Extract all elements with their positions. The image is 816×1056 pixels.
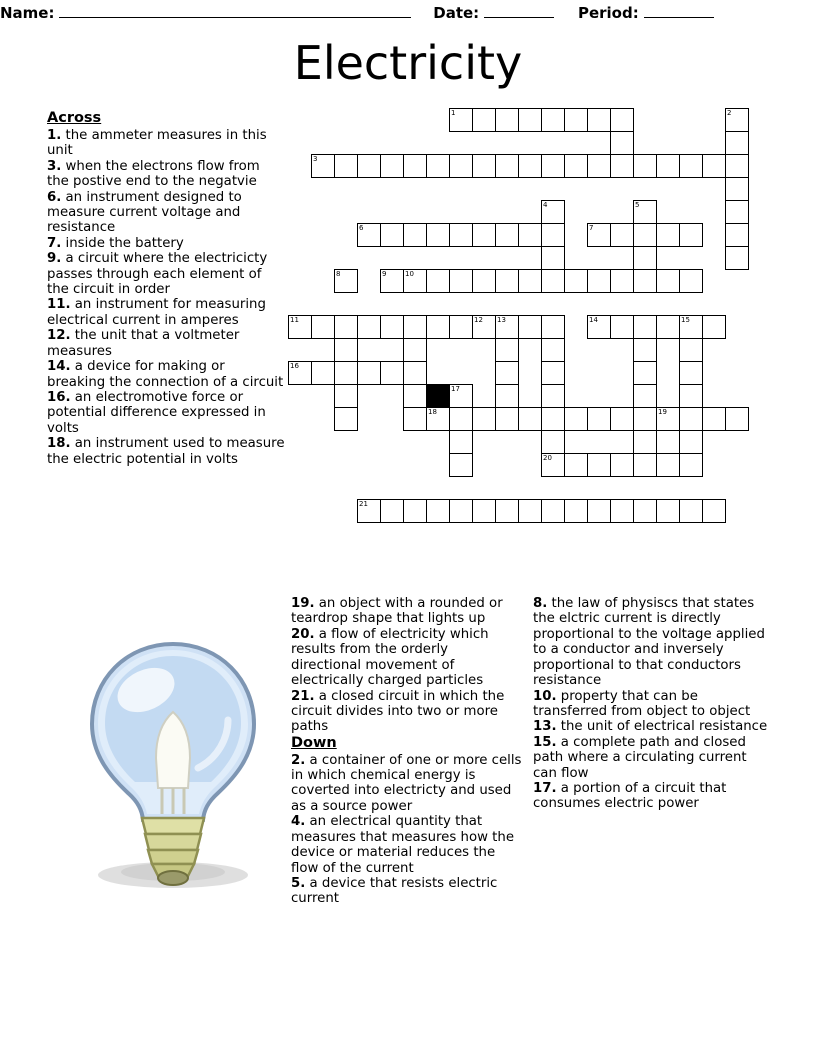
grid-cell[interactable] bbox=[679, 223, 703, 247]
grid-cell[interactable] bbox=[449, 269, 473, 293]
grid-cell[interactable] bbox=[679, 361, 703, 385]
grid-cell[interactable] bbox=[702, 154, 726, 178]
clue-number: 14. bbox=[47, 359, 71, 375]
grid-cell[interactable] bbox=[633, 338, 657, 362]
grid-cell[interactable] bbox=[679, 338, 703, 362]
grid-cell[interactable] bbox=[564, 407, 588, 431]
name-label: Name: bbox=[0, 4, 55, 22]
grid-cell-number: 5 bbox=[635, 201, 640, 209]
grid-cell[interactable] bbox=[426, 499, 450, 523]
grid-cell[interactable] bbox=[541, 453, 565, 477]
grid-cell[interactable] bbox=[541, 430, 565, 454]
grid-cell[interactable] bbox=[449, 108, 473, 132]
clue-number: 3. bbox=[47, 158, 62, 174]
grid-cell[interactable] bbox=[702, 499, 726, 523]
across-clue-12: 12. the unit that a voltmeter measures bbox=[47, 328, 240, 359]
grid-cell[interactable] bbox=[541, 361, 565, 385]
grid-cell[interactable] bbox=[449, 154, 473, 178]
grid-cell[interactable] bbox=[288, 315, 312, 339]
grid-cell-number: 10 bbox=[405, 270, 414, 278]
across-clue-21: 21. a closed circuit in which the circuit divides into two or more paths bbox=[291, 688, 505, 735]
grid-cell[interactable] bbox=[656, 499, 680, 523]
down-clue-8: 8. the law of physiscs that states the elctric current is directly proportional to the voltage applied to a conductor and inversely proportional to that conductors resistance bbox=[533, 596, 765, 689]
grid-cell[interactable] bbox=[495, 154, 519, 178]
grid-cell[interactable] bbox=[472, 223, 496, 247]
grid-cell[interactable] bbox=[633, 499, 657, 523]
clue-number: 10. bbox=[533, 688, 557, 704]
clue-number: 16. bbox=[47, 389, 71, 405]
grid-cell[interactable] bbox=[656, 453, 680, 477]
grid-cell[interactable] bbox=[426, 223, 450, 247]
grid-cell[interactable] bbox=[495, 499, 519, 523]
name-write-line bbox=[59, 17, 411, 18]
grid-cell[interactable] bbox=[541, 269, 565, 293]
grid-cell[interactable] bbox=[403, 338, 427, 362]
grid-cell[interactable] bbox=[702, 315, 726, 339]
grid-cell[interactable] bbox=[334, 338, 358, 362]
grid-cell[interactable] bbox=[357, 315, 381, 339]
down-clue-2: 2. a container of one or more cells in which chemical energy is coverted into electricty and used as a source power bbox=[291, 752, 522, 814]
grid-cell[interactable] bbox=[334, 315, 358, 339]
grid-cell[interactable] bbox=[495, 223, 519, 247]
grid-cell[interactable] bbox=[679, 430, 703, 454]
grid-cell[interactable] bbox=[495, 269, 519, 293]
name-field bbox=[0, 4, 411, 22]
grid-cell[interactable] bbox=[725, 108, 749, 132]
grid-cell[interactable] bbox=[334, 384, 358, 408]
grid-cell-number: 3 bbox=[313, 155, 318, 163]
grid-cell[interactable] bbox=[518, 315, 542, 339]
clue-number: 21. bbox=[291, 688, 315, 704]
clue-number: 6. bbox=[47, 189, 62, 205]
grid-cell-number: 8 bbox=[336, 270, 341, 278]
clue-number: 19. bbox=[291, 596, 315, 611]
grid-cell-number: 14 bbox=[589, 316, 598, 324]
clue-number: 18. bbox=[47, 436, 71, 452]
grid-cell[interactable] bbox=[495, 315, 519, 339]
across-clue-1: 1. the ammeter measures in this unit bbox=[47, 127, 267, 159]
down-clue-list-part1 bbox=[291, 753, 522, 907]
grid-cell bbox=[426, 384, 450, 408]
grid-cell[interactable] bbox=[495, 361, 519, 385]
clue-number: 13. bbox=[533, 719, 557, 735]
grid-cell[interactable] bbox=[449, 223, 473, 247]
grid-cell[interactable] bbox=[426, 269, 450, 293]
across-heading: Across bbox=[47, 110, 102, 126]
clue-number: 12. bbox=[47, 328, 71, 344]
grid-cell[interactable] bbox=[449, 453, 473, 477]
grid-cell[interactable] bbox=[679, 453, 703, 477]
grid-cell-number: 20 bbox=[543, 454, 552, 462]
light-bulb-illustration bbox=[78, 638, 268, 896]
grid-cell[interactable] bbox=[541, 108, 565, 132]
grid-cell[interactable] bbox=[380, 223, 404, 247]
clue-number: 4. bbox=[291, 814, 306, 830]
across-clue-16: 16. an electromotive force or potential difference expressed in volts bbox=[47, 389, 266, 436]
grid-cell[interactable] bbox=[472, 315, 496, 339]
grid-cell[interactable] bbox=[656, 223, 680, 247]
period-field bbox=[578, 4, 714, 22]
grid-cell[interactable] bbox=[311, 315, 335, 339]
grid-cell-number: 19 bbox=[658, 408, 667, 416]
grid-cell[interactable] bbox=[472, 407, 496, 431]
grid-cell[interactable] bbox=[610, 315, 634, 339]
clue-number: 17. bbox=[533, 781, 557, 797]
grid-cell[interactable] bbox=[633, 453, 657, 477]
clue-number: 2. bbox=[291, 752, 306, 768]
grid-cell[interactable] bbox=[426, 315, 450, 339]
grid-cell-number: 21 bbox=[359, 500, 368, 508]
grid-cell[interactable] bbox=[725, 200, 749, 224]
grid-cell[interactable] bbox=[472, 154, 496, 178]
grid-cell-number: 12 bbox=[474, 316, 483, 324]
grid-cell[interactable] bbox=[656, 315, 680, 339]
date-write-line bbox=[484, 17, 554, 18]
grid-cell[interactable] bbox=[472, 499, 496, 523]
grid-cell[interactable] bbox=[633, 154, 657, 178]
grid-cell[interactable] bbox=[633, 269, 657, 293]
grid-cell[interactable] bbox=[679, 384, 703, 408]
grid-cell[interactable] bbox=[633, 223, 657, 247]
grid-cell[interactable] bbox=[288, 361, 312, 385]
grid-cell[interactable] bbox=[725, 407, 749, 431]
clue-number: 15. bbox=[533, 734, 557, 750]
grid-cell[interactable] bbox=[633, 361, 657, 385]
grid-cell[interactable] bbox=[679, 269, 703, 293]
grid-cell[interactable] bbox=[403, 499, 427, 523]
across-clue-list-part2 bbox=[291, 596, 522, 735]
grid-cell[interactable] bbox=[380, 269, 404, 293]
grid-cell[interactable] bbox=[403, 269, 427, 293]
grid-cell[interactable] bbox=[610, 154, 634, 178]
grid-cell[interactable] bbox=[518, 154, 542, 178]
grid-cell[interactable] bbox=[495, 108, 519, 132]
grid-cell[interactable] bbox=[472, 108, 496, 132]
grid-cell[interactable] bbox=[610, 131, 634, 155]
grid-cell[interactable] bbox=[656, 269, 680, 293]
clue-number: 9. bbox=[47, 251, 62, 267]
grid-cell[interactable] bbox=[541, 200, 565, 224]
across-clues-column bbox=[47, 110, 285, 467]
grid-cell[interactable] bbox=[610, 108, 634, 132]
grid-cell[interactable] bbox=[541, 338, 565, 362]
grid-cell[interactable] bbox=[587, 315, 611, 339]
grid-cell[interactable] bbox=[449, 430, 473, 454]
period-write-line bbox=[644, 17, 714, 18]
clue-number: 8. bbox=[533, 596, 548, 611]
date-field bbox=[433, 4, 554, 22]
grid-cell[interactable] bbox=[380, 154, 404, 178]
grid-cell-number: 16 bbox=[290, 362, 299, 370]
grid-cell[interactable] bbox=[587, 154, 611, 178]
grid-cell[interactable] bbox=[403, 407, 427, 431]
grid-cell[interactable] bbox=[357, 499, 381, 523]
across-clue-3: 3. when the electrons flow from the postive end to the negatvie bbox=[47, 158, 260, 190]
grid-cell[interactable] bbox=[633, 407, 657, 431]
grid-cell[interactable] bbox=[725, 131, 749, 155]
grid-cell[interactable] bbox=[656, 154, 680, 178]
grid-cell[interactable] bbox=[449, 407, 473, 431]
grid-cell[interactable] bbox=[610, 407, 634, 431]
grid-cell[interactable] bbox=[495, 407, 519, 431]
grid-cell[interactable] bbox=[587, 108, 611, 132]
grid-cell[interactable] bbox=[403, 223, 427, 247]
grid-cell[interactable] bbox=[334, 269, 358, 293]
grid-cell[interactable] bbox=[610, 269, 634, 293]
grid-cell[interactable] bbox=[610, 223, 634, 247]
grid-cell[interactable] bbox=[633, 200, 657, 224]
grid-cell[interactable] bbox=[725, 177, 749, 201]
grid-cell[interactable] bbox=[518, 407, 542, 431]
grid-cell-number: 15 bbox=[681, 316, 690, 324]
grid-cell[interactable] bbox=[518, 108, 542, 132]
grid-cell-number: 11 bbox=[290, 316, 299, 324]
grid-cell[interactable] bbox=[587, 269, 611, 293]
across-clue-7: 7. inside the battery bbox=[47, 235, 184, 251]
grid-cell-number: 6 bbox=[359, 224, 364, 232]
grid-cell[interactable] bbox=[633, 384, 657, 408]
across-clue-18: 18. an instrument used to measure the electric potential in volts bbox=[47, 436, 285, 467]
grid-cell[interactable] bbox=[426, 154, 450, 178]
grid-cell[interactable] bbox=[679, 315, 703, 339]
grid-cell-number: 1 bbox=[451, 109, 456, 117]
grid-cell[interactable] bbox=[357, 223, 381, 247]
grid-cell[interactable] bbox=[633, 315, 657, 339]
grid-cell[interactable] bbox=[403, 384, 427, 408]
grid-cell[interactable] bbox=[403, 315, 427, 339]
grid-cell-number: 18 bbox=[428, 408, 437, 416]
clue-number: 7. bbox=[47, 235, 62, 251]
grid-cell[interactable] bbox=[403, 154, 427, 178]
grid-cell[interactable] bbox=[334, 407, 358, 431]
clue-number: 5. bbox=[291, 875, 306, 891]
grid-cell[interactable] bbox=[449, 384, 473, 408]
grid-cell[interactable] bbox=[564, 269, 588, 293]
clue-number: 20. bbox=[291, 626, 315, 642]
grid-cell[interactable] bbox=[426, 407, 450, 431]
grid-cell[interactable] bbox=[587, 453, 611, 477]
period-label: Period: bbox=[577, 4, 639, 22]
grid-cell[interactable] bbox=[518, 499, 542, 523]
grid-cell[interactable] bbox=[472, 269, 496, 293]
grid-cell[interactable] bbox=[334, 154, 358, 178]
across-clue-list-part1 bbox=[47, 128, 285, 467]
grid-cell[interactable] bbox=[380, 361, 404, 385]
down-clue-4: 4. an electrical quantity that measures that measures how the device or material reduces the flow of the current bbox=[291, 814, 515, 876]
clues-column-middle bbox=[291, 596, 522, 907]
grid-cell[interactable] bbox=[564, 453, 588, 477]
grid-cell[interactable] bbox=[702, 407, 726, 431]
grid-cell[interactable] bbox=[518, 269, 542, 293]
grid-cell[interactable] bbox=[679, 499, 703, 523]
across-clue-9: 9. a circuit where the electricicty passes through each element of the circuit in order bbox=[47, 251, 268, 298]
down-clue-13: 13. the unit of electrical resistance bbox=[533, 719, 768, 735]
grid-cell[interactable] bbox=[541, 246, 565, 270]
grid-cell[interactable] bbox=[679, 407, 703, 431]
across-clue-19: 19. an object with a rounded or teardrop shape that lights up bbox=[291, 596, 503, 627]
grid-cell[interactable] bbox=[656, 407, 680, 431]
grid-cell[interactable] bbox=[541, 407, 565, 431]
grid-cell[interactable] bbox=[610, 499, 634, 523]
down-clue-17: 17. a portion of a circuit that consumes electric power bbox=[533, 781, 727, 812]
grid-cell[interactable] bbox=[587, 223, 611, 247]
clue-number: 1. bbox=[47, 127, 62, 143]
grid-cell[interactable] bbox=[587, 407, 611, 431]
grid-cell[interactable] bbox=[541, 223, 565, 247]
across-clue-14: 14. a device for making or breaking the connection of a circuit bbox=[47, 359, 284, 390]
down-clue-10: 10. property that can be transferred from object to object bbox=[533, 688, 751, 719]
down-clue-15: 15. a complete path and closed path where a circulating current can flow bbox=[533, 734, 747, 781]
across-clue-11: 11. an instrument for measuring electrical current in amperes bbox=[47, 297, 266, 328]
grid-cell[interactable] bbox=[449, 499, 473, 523]
down-clue-list-part2 bbox=[533, 596, 770, 812]
grid-cell[interactable] bbox=[633, 246, 657, 270]
grid-cell[interactable] bbox=[564, 108, 588, 132]
grid-cell[interactable] bbox=[541, 154, 565, 178]
grid-cell[interactable] bbox=[725, 246, 749, 270]
grid-cell-number: 13 bbox=[497, 316, 506, 324]
grid-cell-number: 7 bbox=[589, 224, 594, 232]
grid-cell[interactable] bbox=[541, 499, 565, 523]
grid-cell[interactable] bbox=[518, 223, 542, 247]
down-heading: Down bbox=[291, 734, 337, 751]
grid-cell[interactable] bbox=[357, 154, 381, 178]
page-title: Electricity bbox=[293, 36, 523, 90]
grid-cell[interactable] bbox=[564, 154, 588, 178]
grid-cell-number: 2 bbox=[727, 109, 732, 117]
grid-cell-number: 17 bbox=[451, 385, 460, 393]
grid-cell[interactable] bbox=[495, 384, 519, 408]
grid-cell[interactable] bbox=[380, 499, 404, 523]
grid-cell[interactable] bbox=[449, 315, 473, 339]
grid-cell[interactable] bbox=[311, 361, 335, 385]
clues-column-right bbox=[533, 596, 770, 812]
grid-cell[interactable] bbox=[633, 430, 657, 454]
down-clue-5: 5. a device that resists electric current bbox=[291, 875, 498, 907]
across-clue-6: 6. an instrument designed to measure current voltage and resistance bbox=[47, 189, 242, 236]
crossword-grid[interactable] bbox=[288, 108, 780, 548]
grid-cell[interactable] bbox=[610, 453, 634, 477]
grid-cell[interactable] bbox=[679, 154, 703, 178]
grid-cell[interactable] bbox=[587, 499, 611, 523]
grid-cell[interactable] bbox=[564, 499, 588, 523]
grid-cell[interactable] bbox=[495, 338, 519, 362]
grid-cell[interactable] bbox=[541, 315, 565, 339]
grid-cell[interactable] bbox=[725, 154, 749, 178]
grid-cell[interactable] bbox=[334, 361, 358, 385]
grid-cell[interactable] bbox=[311, 154, 335, 178]
across-clue-20: 20. a flow of electricity which results from the orderly directional movement of electrically charged particles bbox=[291, 626, 489, 689]
grid-cell[interactable] bbox=[403, 361, 427, 385]
grid-cell[interactable] bbox=[357, 361, 381, 385]
grid-cell[interactable] bbox=[725, 223, 749, 247]
worksheet-header bbox=[0, 0, 816, 26]
grid-cell-number: 9 bbox=[382, 270, 387, 278]
grid-cell[interactable] bbox=[541, 384, 565, 408]
grid-cell-number: 4 bbox=[543, 201, 548, 209]
date-label: Date: bbox=[433, 4, 480, 22]
clue-number: 11. bbox=[47, 297, 71, 313]
grid-cell[interactable] bbox=[380, 315, 404, 339]
